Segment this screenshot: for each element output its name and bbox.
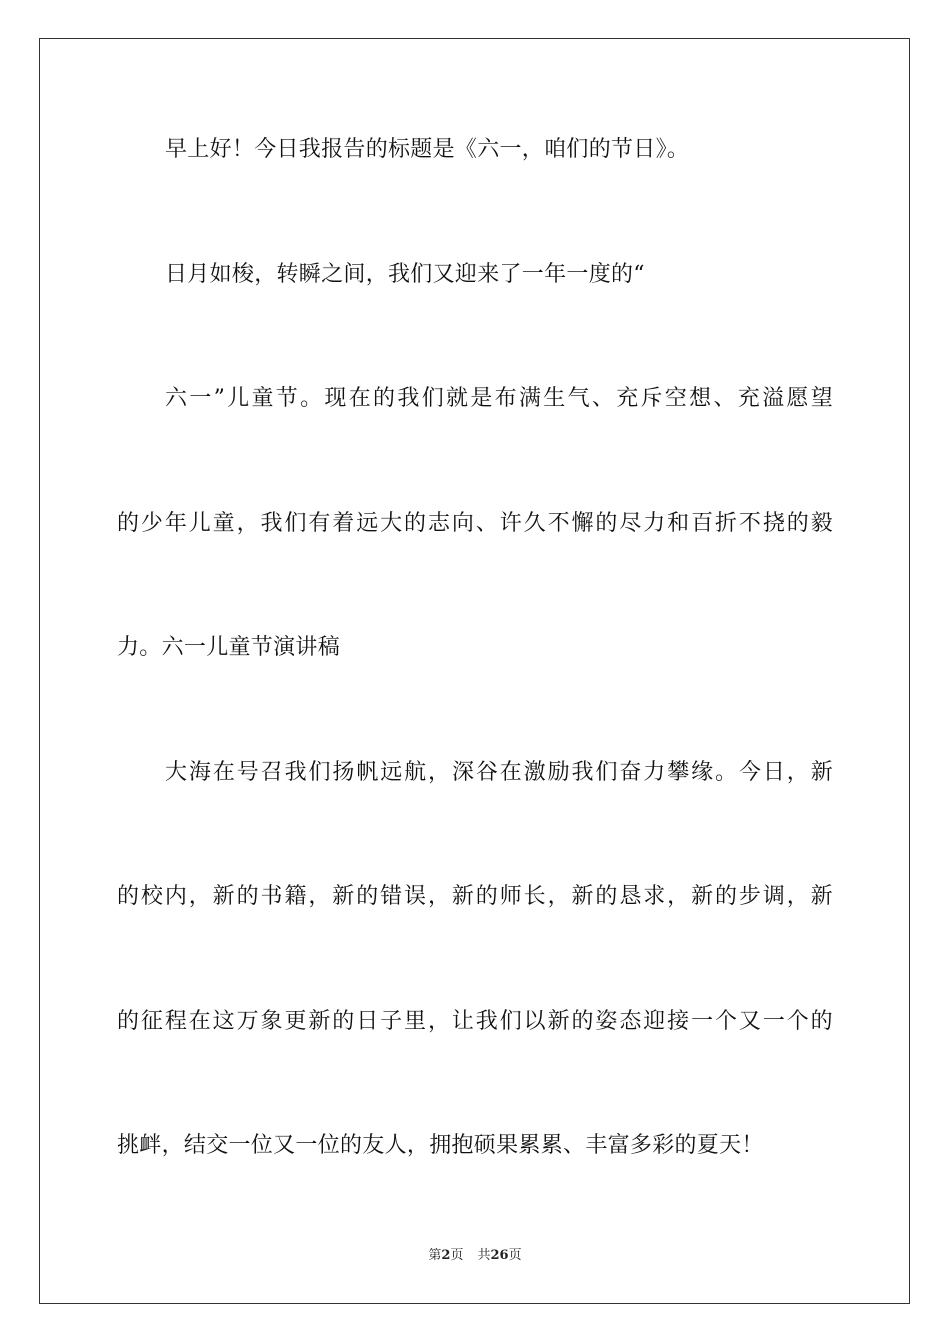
paragraph-line-4: 的少年儿童，我们有着远大的志向、许久不懈的尽力和百折不挠的毅 <box>117 511 833 536</box>
page-footer <box>0 1247 950 1265</box>
paragraph-line-3: 六一”儿童节。现在的我们就是布满生气、充斥空想、充溢愿望 <box>165 386 833 411</box>
page-border <box>39 38 910 1304</box>
paragraph-line-6: 大海在号召我们扬帆远航，深谷在激励我们奋力攀缘。今日，新 <box>165 760 833 785</box>
paragraph-line-5: 力。六一儿童节演讲稿 <box>117 635 341 660</box>
paragraph-line-1: 早上好！今日我报告的标题是《六一，咱们的节日》。 <box>165 137 690 162</box>
paragraph-line-9: 挑衅，结交一位又一位的友人，拥抱硕果累累、丰富多彩的夏天！ <box>117 1133 764 1158</box>
total-suffix: 页 <box>508 1248 522 1263</box>
paragraph-line-8: 的征程在这万象更新的日子里，让我们以新的姿态迎接一个又一个的 <box>117 1009 833 1034</box>
total-pages: 26 <box>490 1248 509 1263</box>
paragraph-line-2: 日月如梭，转瞬之间，我们又迎来了一年一度的“ <box>165 262 645 287</box>
paragraph-line-7: 的校内，新的书籍，新的错误，新的师长，新的恳求，新的步调，新 <box>117 884 833 909</box>
total-prefix: 共 <box>477 1248 491 1263</box>
page-number: 2 <box>441 1248 451 1263</box>
page-suffix: 页 <box>450 1248 464 1263</box>
page-prefix: 第 <box>428 1248 442 1263</box>
